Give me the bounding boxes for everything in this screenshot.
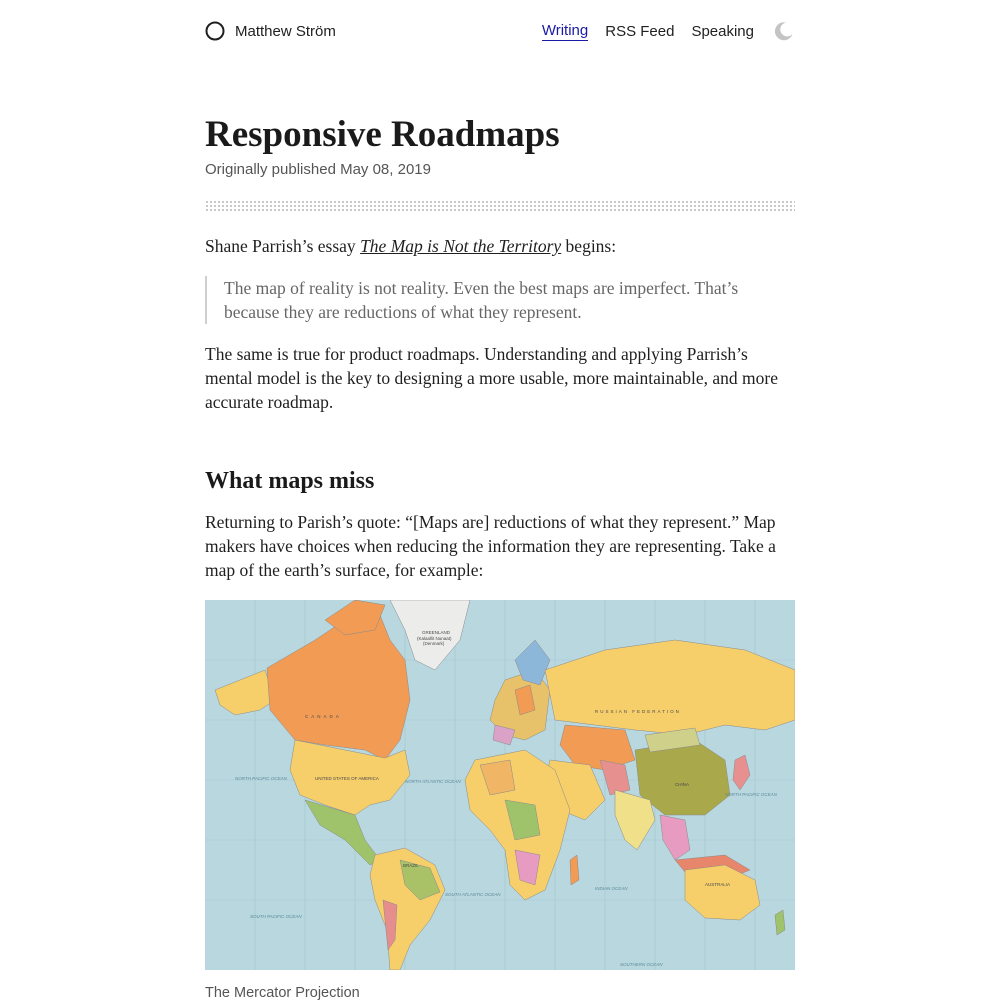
map-label-southern-ocean: SOUTHERN OCEAN [620, 962, 663, 967]
map-label-greenland-sub2: (Denmark) [423, 641, 445, 646]
published-date: Originally published May 08, 2019 [205, 161, 431, 178]
map-label-south-atlantic: SOUTH ATLANTIC OCEAN [445, 892, 501, 897]
paragraph-roadmaps: The same is true for product roadmaps. Understanding and applying Parrish’s mental model is the key to designing a more usable, more maintainable, and more accurate roadmap. [205, 344, 778, 412]
map-label-indian-ocean: INDIAN OCEAN [595, 886, 628, 891]
brand-name: Matthew Ström [235, 22, 336, 40]
nav-speaking[interactable]: Speaking [691, 22, 754, 40]
nav-writing[interactable]: Writing [541, 21, 589, 39]
intro-text-after: begins: [561, 236, 617, 256]
map-label-china: CHINA [675, 782, 690, 787]
intro-paragraph [205, 234, 795, 258]
map-label-russia: RUSSIAN FEDERATION [595, 709, 681, 714]
map-label-greenland-sub1: (Kalaallit Nunaat) [417, 636, 452, 641]
brand-link[interactable] [205, 21, 336, 41]
map-label-greenland: GREENLAND [422, 630, 451, 635]
main-nav [542, 20, 795, 42]
map-label-north-atlantic: NORTH ATLANTIC OCEAN [405, 779, 461, 784]
moon-icon[interactable] [773, 20, 795, 42]
map-label-brazil: BRAZIL [403, 863, 419, 868]
pull-quote: The map of reality is not reality. Even the best maps are imperfect. That’s because they are reductions of what they represent. [205, 276, 795, 324]
map-figure [205, 600, 795, 1000]
map-label-north-pacific-w: NORTH PACIFIC OCEAN [235, 776, 287, 781]
map-label-canada: CANADA [305, 714, 342, 719]
figure-caption: The Mercator Projection [205, 985, 360, 1000]
circle-logo-icon [205, 21, 225, 41]
section-heading: What maps miss [205, 468, 375, 494]
paragraph-maps: Returning to Parish’s quote: “[Maps are] reductions of what they represent.” Map makers have choices when reducing the information they are representing. Take a map of the earth’s surface, for example: [205, 512, 776, 580]
map-label-south-pacific: SOUTH PACIFIC OCEAN [250, 914, 302, 919]
map-label-usa: UNITED STATES OF AMERICA [315, 776, 379, 781]
essay-link[interactable]: The Map is Not the Territory [360, 236, 562, 256]
dotted-divider [205, 200, 795, 212]
page-title: Responsive Roadmaps [205, 114, 560, 155]
site-header [205, 18, 795, 44]
map-label-australia: AUSTRALIA [705, 882, 731, 887]
nav-rss-feed[interactable]: RSS Feed [605, 22, 675, 40]
intro-text-before: Shane Parrish’s essay [205, 236, 361, 256]
article [205, 112, 795, 1000]
map-label-north-pacific-e: NORTH PACIFIC OCEAN [725, 792, 777, 797]
world-map-image [205, 600, 795, 970]
